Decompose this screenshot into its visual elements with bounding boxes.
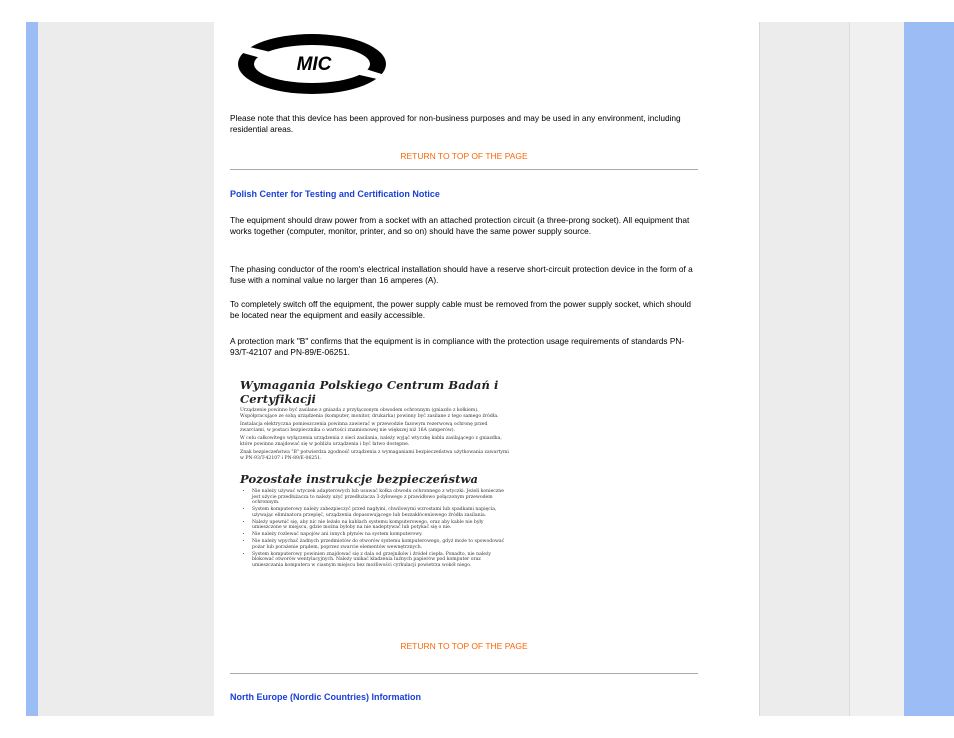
right-accent-stripe <box>904 22 954 716</box>
scan-bullet: • Nie należy rozlewać napojów ani innych płynów na system komputerowy. <box>252 532 510 538</box>
scan-bullet: • Nie należy wpychać żadnych przedmiotów do otworów systemu komputerowego, gdyż może to spowodować pożar lub porażenie prądem, poprzez zwarcie elementów wewnętrznych. <box>252 539 510 550</box>
left-accent-stripe <box>26 22 38 716</box>
scan-bullet: • System komputerowy powinien znajdować się z dala od grzejników i źródeł ciepła. Ponadto, nie należy blokować otworów wentylacyjnych. Należy unikać kładzenia luźnych papierów pod komputer oraz umieszczania komputera w ciasnym miejscu bez możliwości cyrkulacji powietrza wokół niego. <box>252 552 510 569</box>
section-divider <box>230 169 698 170</box>
document-content <box>214 22 759 716</box>
scanned-polish-notice <box>240 378 510 618</box>
scan-paragraph: W celu całkowitego wyłączenia urządzenia z sieci zasilania, należy wyjąć wtyczkę kabla zasilającego z gniazdka, które powinno znajdować się w pobliżu urządzenia i być łatwo dostępne. <box>240 436 502 447</box>
nordic-section-heading: North Europe (Nordic Countries) Information <box>230 692 421 702</box>
return-to-top-link[interactable]: RETURN TO TOP OF THE PAGE <box>400 641 528 651</box>
scan-bullet: • Nie należy używać wtyczek adapterowych lub usuwać kołka obwodu ochronnego z wtyczki. Jeżeli konieczne jest użycie przedłużacza to należy użyć przedłużacza 3-żyłowego z prawidłowo połączonym przewodem ochronnym. <box>252 489 510 506</box>
scan-subtitle: Pozostałe instrukcje bezpieczeństwa <box>240 472 479 486</box>
polish-section-heading: Polish Center for Testing and Certification Notice <box>230 189 440 199</box>
scan-bullet: • System komputerowy należy zabezpieczyć przed nagłymi, chwilowymi wzrostami lub spadkami napięcia, używając eliminatora przepięć, urządzenia dopasowującego lub bezzakłóceniowego źródła zasilania. <box>252 507 510 518</box>
polish-paragraph: The phasing conductor of the room's electrical installation should have a reserve short-circuit protection device in the form of a fuse with a nominal value no larger than 16 amperes (A). <box>230 264 693 285</box>
scan-paragraph: Instalacja elektryczna pomieszczenia powinna zawierać w przewodzie fazowym rezerwową ochronę przed zwarciami, w postaci bezpiecznika o wartości znamionowej nie większej niż 16A (amperów). <box>240 422 488 433</box>
section-divider <box>230 673 698 674</box>
mic-logo <box>228 22 390 102</box>
mic-approval-note: Please note that this device has been approved for non-business purposes and may be used in any environment, including residential areas. <box>230 113 681 134</box>
scan-title: Wymagania Polskiego Centrum Badań i Certyfikacji <box>240 378 499 406</box>
return-to-top-link[interactable]: RETURN TO TOP OF THE PAGE <box>400 151 528 161</box>
polish-paragraph: A protection mark "B" confirms that the equipment is in compliance with the protection usage requirements of standards PN-93/T-42107 and PN-89/E-06251. <box>230 336 685 357</box>
scan-paragraph: Urządzenie powinno być zasilane z gniazda z przyłączonym obwodem ochronnym (gniazdo z kołkiem). Współpracujące ze sobą urządzenia (komputer, monitor, drukarka) powinny być zasilane z tego samego źródła. <box>240 408 499 419</box>
polish-paragraph: To completely switch off the equipment, the power supply cable must be removed from the power supply socket, which should be located near the equipment and easily accessible. <box>230 299 692 320</box>
scan-bullet: • Należy upewnić się, aby nic nie leżało na kablach systemu komputerowego, oraz aby kable nie były umieszczone w miejscu, gdzie można byłoby na nie nadeptywać lub potykać się o nie. <box>252 520 510 531</box>
svg-text:MIC: MIC <box>296 54 332 75</box>
right-panel <box>759 22 850 716</box>
polish-paragraph: The equipment should draw power from a socket with an attached protection circuit (a three-prong socket). All equipment that works together (computer, monitor, printer, and so on) should have the same power supply source. <box>230 215 690 236</box>
scan-bullet-list <box>240 489 510 569</box>
scan-paragraph: Znak bezpieczeństwa "B" potwierdza zgodność urządzenia z wymaganiami bezpieczeństwa użytkowania zawartymi w PN-93/T-42107 i PN-89/E-06251. <box>240 450 509 461</box>
right-gutter <box>849 22 905 716</box>
